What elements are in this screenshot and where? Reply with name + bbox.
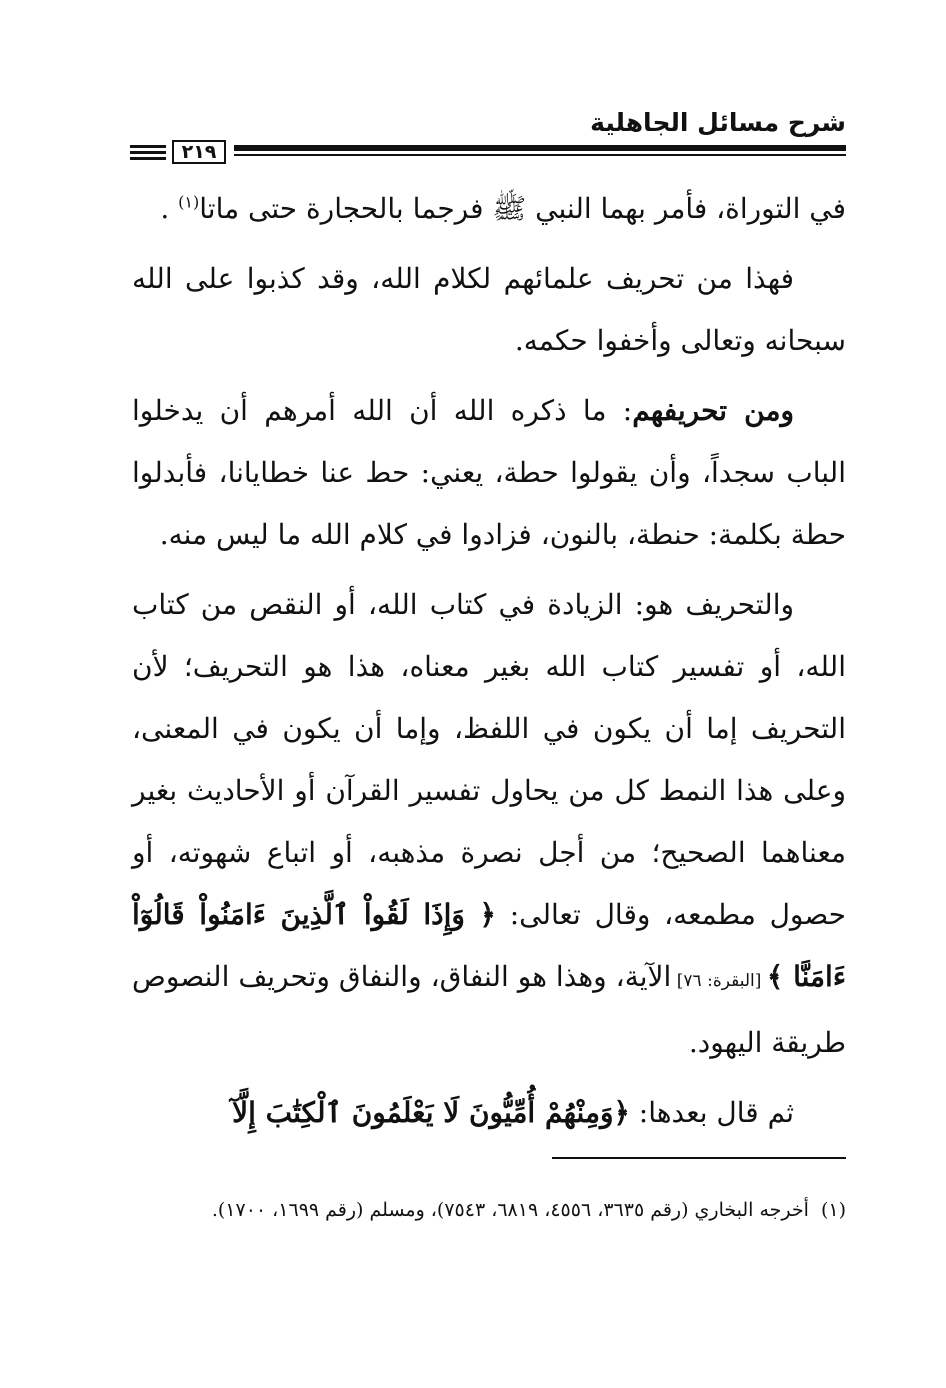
paragraph-3-text: : ما ذكره الله أن الله أمرهم أن يدخلوا الباب سجداً، وأن يقولوا حطة، يعني: حط عنا خطايانا، فأبدلوا حطة بكلمة: حنطة، بالنون، فزادوا في كلام الله ما ليس منه.: [132, 394, 846, 551]
paragraph-4-text: والتحريف هو: الزيادة في كتاب الله، أو النقص من كتاب الله، أو تفسير كتاب الله بغير معناه، هذا هو التحريف؛ لأن التحريف إما أن يكون في اللفظ، وإما أن يكون في المعنى، وعلى هذا النمط كل من يحاول تفسير القرآن أو الأحاديث بغير معناهما الصحيح؛ من أجل نصرة مذهبه، أو اتباع شهوته، أو حصول مطمعه، وقال تعالى:: [132, 588, 846, 931]
footnote-separator: [552, 1157, 846, 1159]
paragraph-5: [132, 1082, 846, 1144]
header-rule-thin: [234, 154, 846, 156]
quran-verse-2: ﴿وَمِنْهُمْ أُمِّيُّونَ لَا يَعْلَمُونَ ٱلْكِتَٰبَ إِلَّآ: [232, 1096, 630, 1129]
running-title: شرح مسائل الجاهلية: [590, 108, 846, 137]
footnote-marker: (١): [820, 1199, 846, 1221]
paragraph-3: [132, 380, 846, 566]
paragraph-4: [132, 574, 846, 1074]
page-number: ٢١٩: [172, 140, 226, 164]
footnote: [132, 1192, 846, 1228]
header-ornament: [130, 145, 166, 163]
paragraph-5-text: ثم قال بعدها:: [629, 1096, 794, 1129]
header-rule: [234, 145, 846, 151]
footnote-reference[interactable]: (١): [178, 192, 200, 212]
paragraph-1: [132, 178, 846, 240]
footnote-text: أخرجه البخاري (رقم ٣٦٣٥، ٤٥٥٦، ٦٨١٩، ٧٥٤٣)، ومسلم (رقم ١٦٩٩، ١٧٠٠).: [211, 1199, 809, 1221]
body-text: [132, 178, 846, 1152]
paragraph-3-lead: ومن تحريفهم: [632, 394, 794, 427]
paragraph-4-end: الآية، وهذا هو النفاق، والنفاق وتحريف النصوص طريقة اليهود.: [132, 960, 846, 1059]
paragraph-1-end: .: [160, 192, 179, 225]
paragraph-2: فهذا من تحريف علمائهم لكلام الله، وقد كذبوا على الله سبحانه وتعالى وأخفوا حكمه.: [132, 262, 846, 357]
quran-verse: ﴿ وَإِذَا لَقُواْ ٱلَّذِينَ ءَامَنُواْ قَالُوٓاْ ءَامَنَّا ﴾: [132, 898, 846, 993]
paragraph-1-text: في التوراة، فأمر بهما النبي ﷺ فرجما بالحجارة حتى ماتا: [199, 192, 846, 225]
verse-reference: [البقرة: ٧٦]: [671, 971, 767, 991]
